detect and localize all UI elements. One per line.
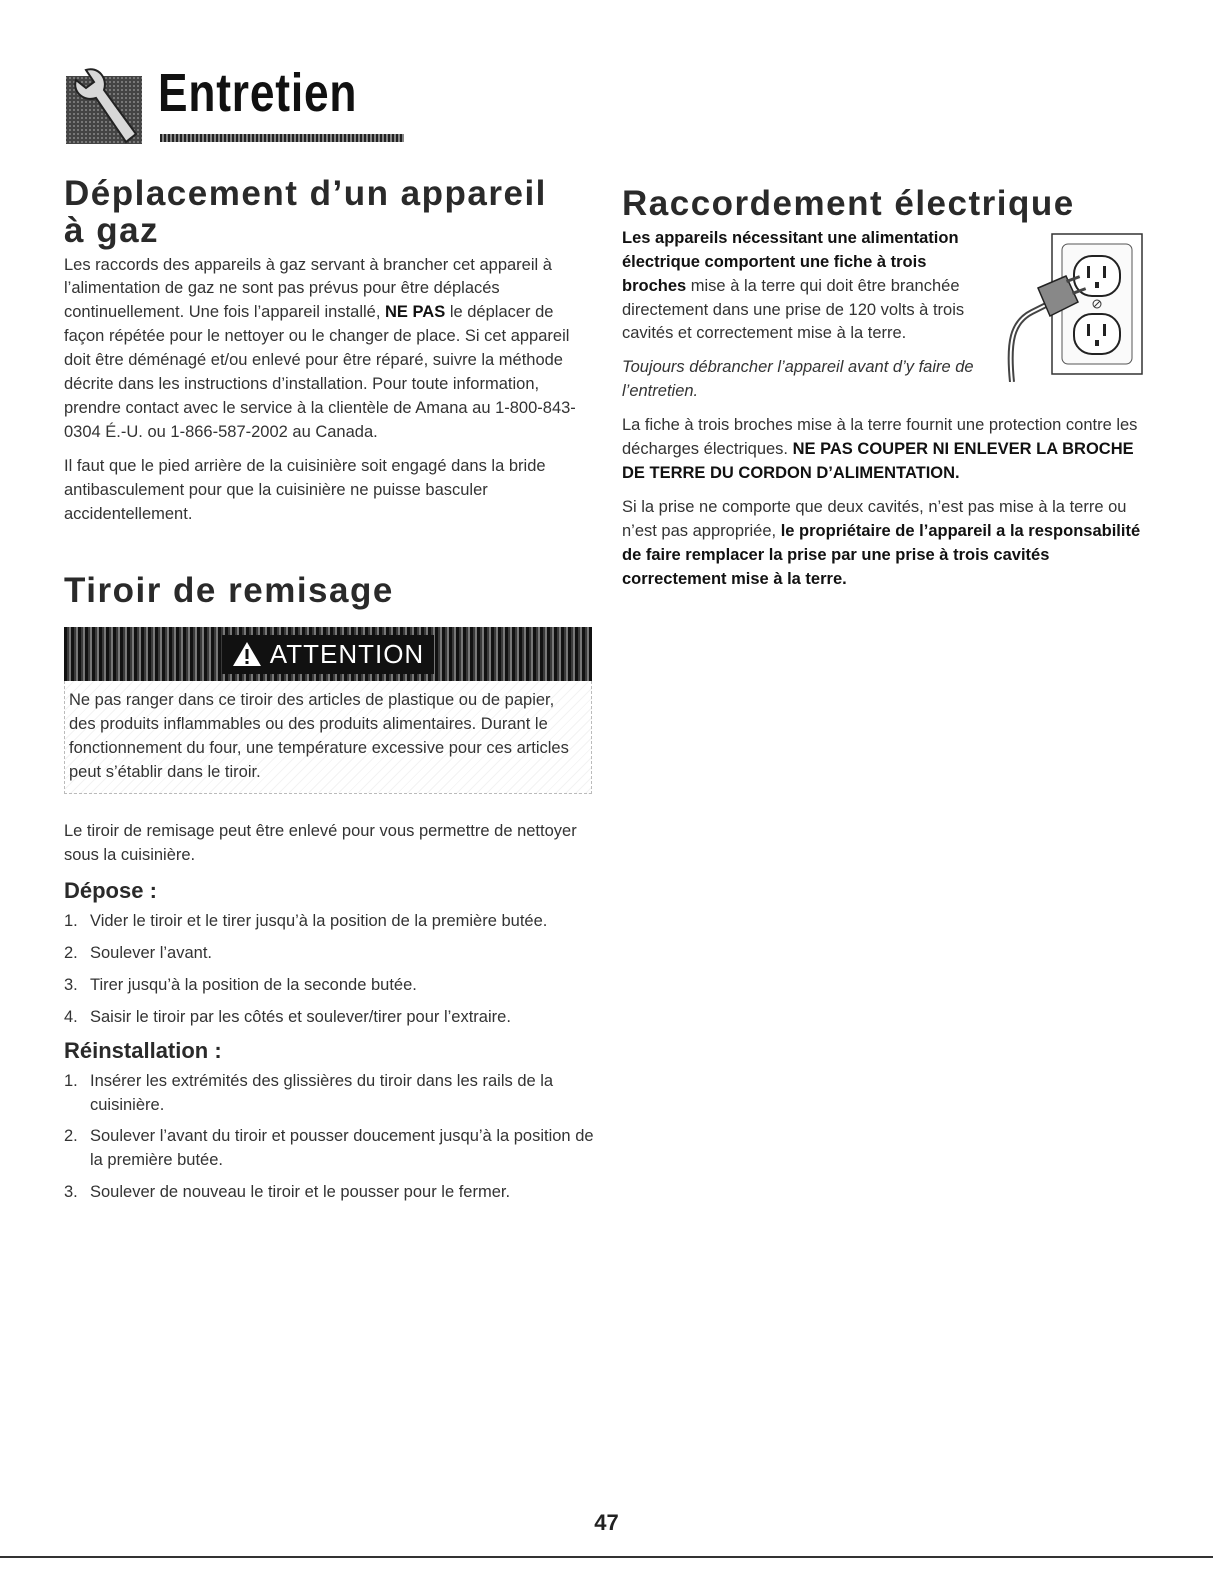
list-item xyxy=(64,910,594,934)
step-number: 1. xyxy=(64,911,78,930)
step-text: Soulever de nouveau le tiroir et le pousser pour le fermer. xyxy=(90,1183,511,1202)
header-divider xyxy=(160,134,404,142)
reinstall-heading: Réinstallation : xyxy=(64,1037,222,1063)
gas-move-title xyxy=(64,176,594,250)
gas-move-p1-text-a: Les raccords des appareils à gaz servant à brancher cet appareil à l’alimentation de gaz ne sont pas prévus pour être déplacés continuellement. Une fois l’appareil installé, xyxy=(64,255,552,322)
remove-steps xyxy=(64,910,594,1030)
step-number: 4. xyxy=(64,1007,78,1026)
electrical-p3-bold: le propriétaire de l’appareil a la responsabilité de faire remplacer la prise par une prise à trois cavités correctement mise à la terre. xyxy=(622,521,1141,588)
gas-move-paragraph-2: Il faut que le pied arrière de la cuisinière soit engagé dans la bride antibasculement pour que la cuisinière ne puisse basculer accidentellement. xyxy=(64,456,546,523)
electrical-paragraph-3 xyxy=(622,496,1152,592)
attention-banner xyxy=(64,627,592,681)
step-text: Vider le tiroir et le tirer jusqu’à la position de la première butée. xyxy=(90,911,548,930)
gas-move-p1-text-b: le déplacer de façon répétée pour le nettoyer ou le changer de place. Si cet appareil doit être déménagé et/ou enlevé pour être réparé, suivre la méthode décrite dans les instructions d’installation. Pour toute information, prendre contact avec le service à la clientèle de Amana au 1-800-843-0304 É.-U. ou 1-866-587-2002 au Canada. xyxy=(64,303,576,441)
warning-triangle-icon xyxy=(232,641,262,667)
step-number: 3. xyxy=(64,975,78,994)
page-header xyxy=(64,52,364,152)
step-text: Soulever l’avant du tiroir et pousser doucement jusqu’à la position de la première butée. xyxy=(90,1127,594,1170)
right-column xyxy=(622,186,1152,602)
list-item xyxy=(64,1006,594,1030)
electrical-p2-text: La fiche à trois broches mise à la terre fournit une protection contre les décharges électriques. xyxy=(622,416,1138,459)
electrical-paragraph-1 xyxy=(622,227,992,347)
gas-move-title-line2: à gaz xyxy=(64,210,160,250)
list-item xyxy=(64,1181,594,1205)
left-column xyxy=(64,176,594,1213)
drawer-title: Tiroir de remisage xyxy=(64,570,394,610)
remove-heading: Dépose : xyxy=(64,877,157,903)
drawer-intro: Le tiroir de remisage peut être enlevé pour vous permettre de nettoyer sous la cuisinière. xyxy=(64,822,577,864)
step-text: Tirer jusqu’à la position de la seconde butée. xyxy=(90,975,417,994)
footer-divider xyxy=(0,1556,1213,1558)
electrical-intro xyxy=(622,227,992,404)
step-text: Insérer les extrémités des glissières du tiroir dans les rails de la cuisinière. xyxy=(90,1071,554,1114)
attention-label-wrap xyxy=(222,635,434,674)
electrical-p2-bold: NE PAS COUPER NI ENLEVER LA BROCHE DE TERRE DU CORDON D’ALIMENTATION. xyxy=(622,440,1134,483)
list-item xyxy=(64,942,594,966)
list-item xyxy=(64,974,594,998)
reinstall-steps xyxy=(64,1070,594,1206)
step-number: 2. xyxy=(64,943,78,962)
electrical-paragraph-2 xyxy=(622,414,1152,486)
gas-move-p1-bold: NE PAS xyxy=(385,303,446,322)
gas-move-title-line1: Déplacement d’un appareil xyxy=(64,174,547,213)
electrical-p3-text: Si la prise ne comporte que deux cavités, n’est pas mise à la terre ou n’est pas appropriée, xyxy=(622,497,1127,540)
step-number: 3. xyxy=(64,1183,78,1202)
wrench-icon xyxy=(64,64,148,148)
step-number: 2. xyxy=(64,1127,78,1146)
electrical-intro-text: mise à la terre qui doit être branchée directement dans une prise de 120 volts à trois cavités et correctement mise à la terre. xyxy=(622,276,965,343)
step-number: 1. xyxy=(64,1071,78,1090)
attention-label: ATTENTION xyxy=(269,638,425,669)
electrical-intro-bold: Les appareils nécessitant une alimentation électrique comportent une fiche à trois broches xyxy=(622,228,959,295)
page-number: 47 xyxy=(594,1510,619,1535)
list-item xyxy=(64,1125,594,1173)
page-title: Entretien xyxy=(158,63,358,123)
step-text: Saisir le tiroir par les côtés et soulever/tirer pour l’extraire. xyxy=(90,1007,511,1026)
attention-text: Ne pas ranger dans ce tiroir des articles de plastique ou de papier, des produits inflammables ou des produits alimentaires. Durant le fonctionnement du four, une température excessive pour ces articles peut s’établir dans le tiroir. xyxy=(64,681,592,794)
electrical-title: Raccordement électrique xyxy=(622,184,1075,223)
gas-move-paragraph-1 xyxy=(64,254,594,445)
list-item xyxy=(64,1070,594,1118)
electrical-italic-note: Toujours débrancher l’appareil avant d’y faire de l’entretien. xyxy=(622,358,974,401)
outlet-plug-icon xyxy=(982,232,1152,382)
step-text: Soulever l’avant. xyxy=(90,943,212,962)
attention-box xyxy=(64,627,592,794)
